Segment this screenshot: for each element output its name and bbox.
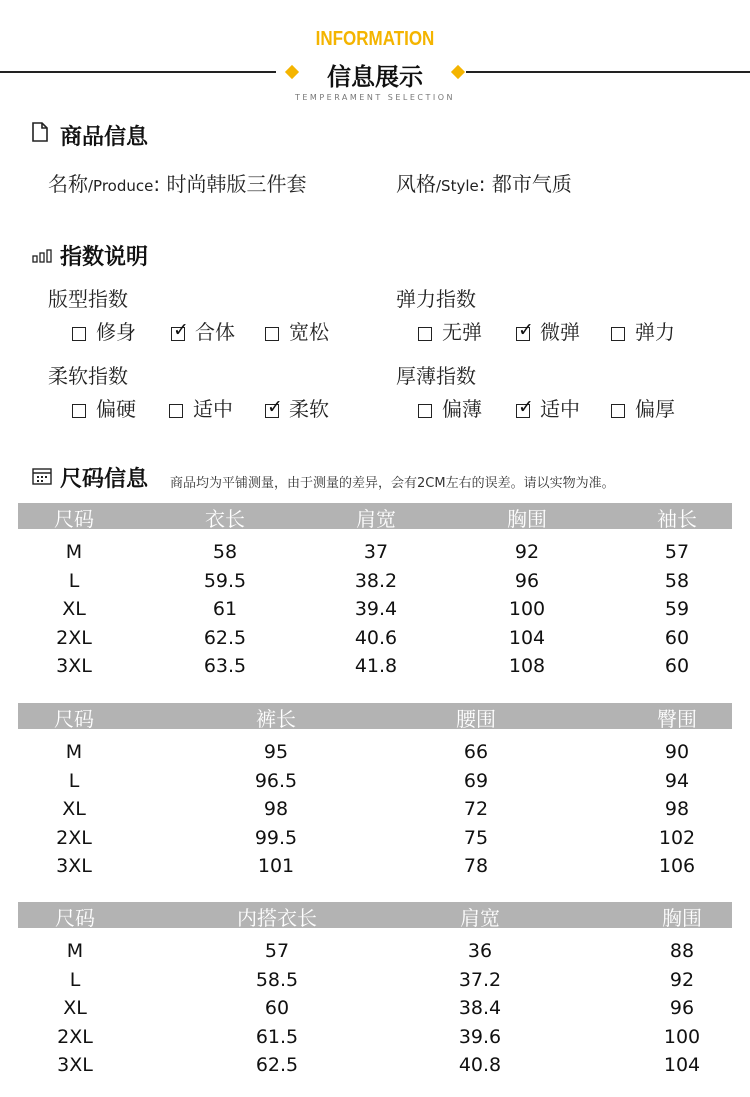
option-label: 无弹 (442, 320, 482, 344)
checkbox-icon (169, 404, 183, 418)
option-label: 偏厚 (635, 397, 675, 421)
product-name-label-en: /Produce (88, 177, 154, 195)
header-en-title: INFORMATION (315, 28, 435, 50)
table-header-cell: 尺码 (55, 906, 95, 930)
product-style-label: 风格 (396, 172, 436, 196)
option-checkbox[interactable] (418, 316, 482, 345)
option-checkbox[interactable] (72, 393, 136, 422)
option-label: 微弹 (540, 320, 580, 344)
option-label: 偏薄 (442, 397, 482, 421)
table-cell: 104 (508, 627, 546, 649)
option-checkbox[interactable] (516, 316, 580, 345)
table-cell: 59 (664, 598, 690, 620)
checkbox-checked-icon (171, 327, 185, 341)
option-checkbox[interactable] (516, 393, 580, 422)
table-cell: 58 (212, 541, 238, 563)
table-cell: 104 (663, 1054, 701, 1076)
option-label: 柔软 (289, 397, 329, 421)
option-checkbox[interactable] (265, 393, 329, 422)
table-cell: 66 (463, 741, 489, 763)
option-label: 适中 (540, 397, 580, 421)
table-cell: 106 (658, 855, 696, 877)
option-checkbox[interactable] (611, 316, 675, 345)
calendar-icon (32, 467, 52, 489)
bar-chart-icon (32, 248, 52, 267)
table-cell: 98 (263, 798, 289, 820)
table-cell: L (68, 770, 80, 792)
table-cell: 88 (669, 940, 695, 962)
table-header-bar (18, 902, 732, 928)
option-label: 修身 (96, 320, 136, 344)
table-header-cell: 袖长 (657, 507, 697, 531)
checkbox-icon (611, 404, 625, 418)
table-cell: 37 (363, 541, 389, 563)
table-cell: 98 (664, 798, 690, 820)
index-group-title: 弹力指数 (396, 287, 476, 311)
colon: : (153, 172, 161, 196)
product-style-value: 都市气质 (491, 172, 572, 196)
table-cell: 96 (669, 997, 695, 1019)
table-cell: 61 (212, 598, 238, 620)
header-subtitle: TEMPERAMENT SELECTION (294, 93, 456, 102)
table-cell: 62.5 (255, 1054, 299, 1076)
table-cell: 57 (664, 541, 690, 563)
header-divider-right (466, 71, 750, 73)
table-header-cell: 肩宽 (356, 507, 396, 531)
table-cell: L (68, 570, 80, 592)
table-cell: 59.5 (203, 570, 247, 592)
table-cell: 69 (463, 770, 489, 792)
table-cell: 78 (463, 855, 489, 877)
table-cell: 57 (264, 940, 290, 962)
checkbox-icon (72, 327, 86, 341)
table-cell: 2XL (56, 827, 92, 849)
table-cell: 60 (264, 997, 290, 1019)
option-label: 弹力 (635, 320, 675, 344)
header-zh-title: 信息展示 (327, 63, 423, 91)
table-cell: M (65, 741, 83, 763)
product-name-value: 时尚韩版三件套 (166, 172, 307, 196)
size-info-title: 尺码信息 (60, 467, 149, 492)
table-header-cell: 内搭衣长 (237, 906, 317, 930)
diamond-icon-left (285, 65, 299, 79)
table-cell: 95 (263, 741, 289, 763)
table-header-cell: 尺码 (54, 707, 94, 731)
table-cell: 2XL (57, 1026, 93, 1048)
checkbox-checked-icon (516, 404, 530, 418)
table-cell: 96.5 (254, 770, 298, 792)
table-cell: 99.5 (254, 827, 298, 849)
index-group-title: 版型指数 (48, 287, 128, 311)
table-cell: 61.5 (255, 1026, 299, 1048)
table-cell: 63.5 (203, 655, 247, 677)
table-cell: 101 (257, 855, 295, 877)
table-cell: 40.6 (354, 627, 398, 649)
colon: : (478, 172, 486, 196)
checkbox-checked-icon (516, 327, 530, 341)
table-header-cell: 胸围 (507, 507, 547, 531)
table-cell: M (65, 541, 83, 563)
product-style-row (396, 168, 572, 197)
table-header-cell: 衣长 (205, 507, 245, 531)
table-cell: 102 (658, 827, 696, 849)
checkbox-icon (265, 327, 279, 341)
table-cell: 40.8 (458, 1054, 502, 1076)
product-name-row (48, 168, 306, 197)
table-header-cell: 胸围 (662, 906, 702, 930)
table-cell: 100 (508, 598, 546, 620)
table-cell: 39.6 (458, 1026, 502, 1048)
table-cell: 72 (463, 798, 489, 820)
option-label: 合体 (195, 320, 235, 344)
option-label: 宽松 (289, 320, 329, 344)
checkbox-icon (72, 404, 86, 418)
table-cell: 92 (669, 969, 695, 991)
table-cell: 60 (664, 655, 690, 677)
product-style-label-en: /Style (436, 177, 479, 195)
document-icon (32, 122, 48, 146)
table-cell: 96 (514, 570, 540, 592)
option-checkbox[interactable] (611, 393, 675, 422)
table-header-cell: 肩宽 (460, 906, 500, 930)
table-cell: 37.2 (458, 969, 502, 991)
table-cell: 108 (508, 655, 546, 677)
table-cell: 58.5 (255, 969, 299, 991)
table-cell: 3XL (56, 855, 92, 877)
option-checkbox[interactable] (171, 316, 235, 345)
option-checkbox[interactable] (418, 393, 482, 422)
table-cell: 39.4 (354, 598, 398, 620)
option-checkbox[interactable] (72, 316, 136, 345)
table-cell: 100 (663, 1026, 701, 1048)
table-cell: 38.4 (458, 997, 502, 1019)
index-group-title: 柔软指数 (48, 364, 128, 388)
table-cell: 38.2 (354, 570, 398, 592)
table-cell: XL (63, 997, 87, 1019)
table-cell: 60 (664, 627, 690, 649)
header-divider-left (0, 71, 276, 73)
table-cell: 2XL (56, 627, 92, 649)
option-label: 适中 (193, 397, 233, 421)
table-header-cell: 裤长 (256, 707, 296, 731)
checkbox-icon (418, 327, 432, 341)
table-header-bar (18, 703, 732, 729)
table-cell: 58 (664, 570, 690, 592)
table-cell: 3XL (57, 1054, 93, 1076)
checkbox-icon (611, 327, 625, 341)
table-cell: 41.8 (354, 655, 398, 677)
table-header-cell: 臀围 (657, 707, 697, 731)
table-cell: 3XL (56, 655, 92, 677)
table-cell: L (69, 969, 81, 991)
table-cell: XL (62, 798, 86, 820)
option-checkbox[interactable] (169, 393, 233, 422)
table-cell: XL (62, 598, 86, 620)
checkbox-icon (418, 404, 432, 418)
table-cell: 75 (463, 827, 489, 849)
table-header-cell: 尺码 (54, 507, 94, 531)
table-cell: M (66, 940, 84, 962)
table-cell: 94 (664, 770, 690, 792)
table-cell: 92 (514, 541, 540, 563)
size-info-note: 商品均为平铺测量，由于测量的差异，会有2CM左右的误差。请以实物为准。 (170, 476, 615, 491)
product-name-label: 名称 (48, 172, 88, 196)
table-cell: 36 (467, 940, 493, 962)
product-info-title: 商品信息 (60, 125, 149, 150)
index-group-title: 厚薄指数 (396, 364, 476, 388)
table-header-cell: 腰围 (456, 707, 496, 731)
option-checkbox[interactable] (265, 316, 329, 345)
option-label: 偏硬 (96, 397, 136, 421)
index-title: 指数说明 (60, 245, 149, 270)
table-cell: 90 (664, 741, 690, 763)
diamond-icon-right (451, 65, 465, 79)
table-cell: 62.5 (203, 627, 247, 649)
checkbox-checked-icon (265, 404, 279, 418)
